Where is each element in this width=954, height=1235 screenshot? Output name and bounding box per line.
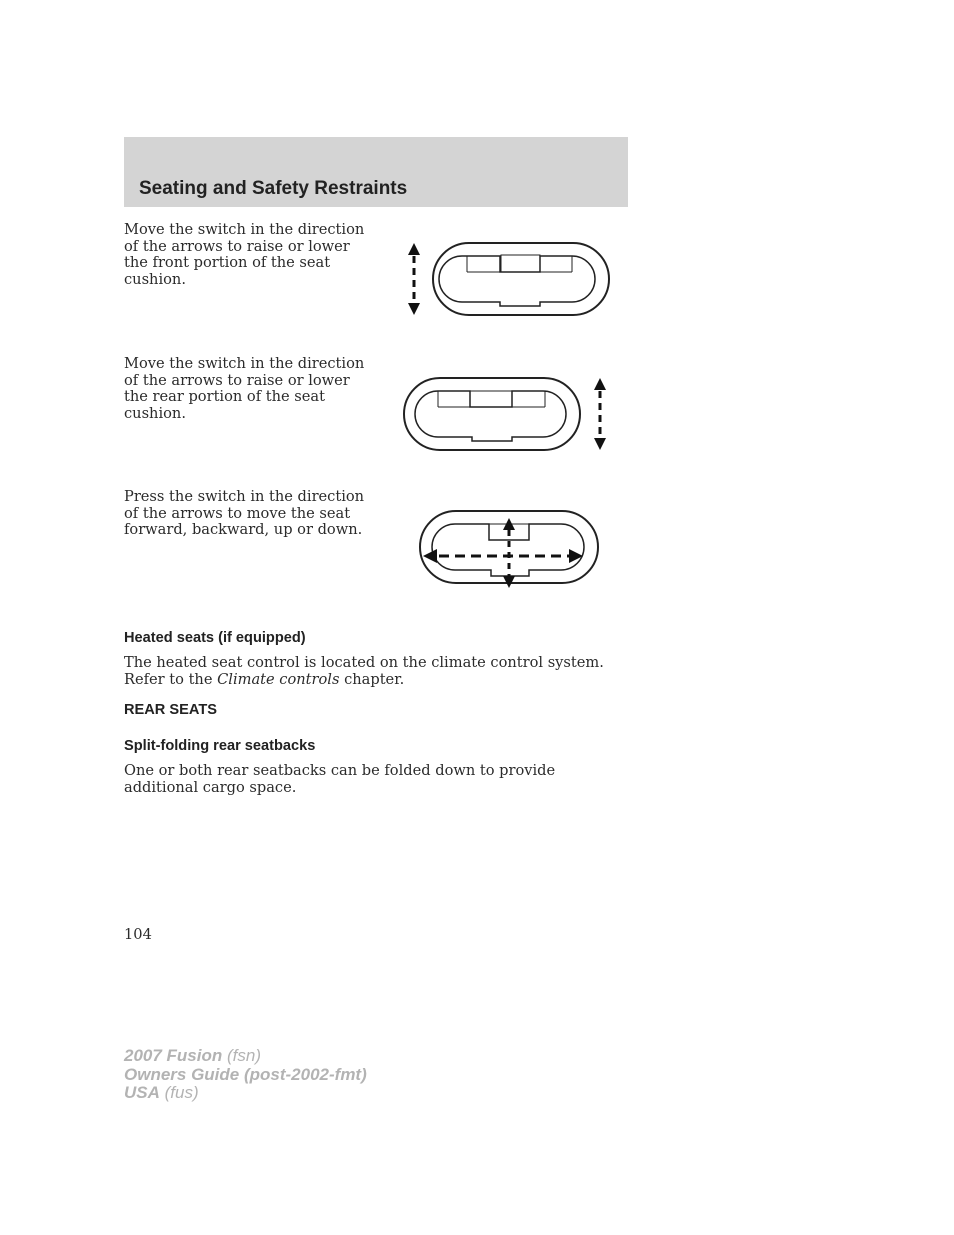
document-footer bbox=[124, 1047, 367, 1103]
up-down-arrow-icon bbox=[594, 378, 606, 450]
heated-seats-heading: Heated seats (if equipped) bbox=[124, 630, 306, 646]
climate-controls-reference: Climate controls bbox=[217, 670, 340, 688]
footer-line bbox=[124, 1084, 367, 1103]
footer-line bbox=[124, 1047, 367, 1066]
footer-model-code: (fsn) bbox=[222, 1046, 261, 1065]
heated-seats-text-part: The heated seat control is located on the climate control system. Refer to the bbox=[124, 654, 604, 688]
footer-model: 2007 Fusion bbox=[124, 1046, 223, 1065]
front-cushion-switch-diagram bbox=[400, 238, 615, 320]
footer-guide: Owners Guide (post-2002-fmt) bbox=[124, 1064, 367, 1084]
seat-move-instruction: Press the switch in the direction of the arrows to move the seat forward, backward, up or down. bbox=[124, 488, 365, 539]
page-number: 104 bbox=[124, 926, 152, 943]
footer-market-code: (fus) bbox=[159, 1083, 199, 1102]
section-title: Seating and Safety Restraints bbox=[139, 178, 408, 199]
seat-switch-icon bbox=[433, 243, 609, 315]
heated-seats-text-part: chapter. bbox=[339, 670, 405, 688]
up-down-arrow-icon bbox=[408, 243, 420, 315]
split-folding-text: One or both rear seatbacks can be folded down to provide additional cargo space. bbox=[124, 762, 556, 796]
footer-line bbox=[124, 1066, 367, 1085]
rear-seats-heading: REAR SEATS bbox=[124, 702, 217, 718]
rear-cushion-instruction: Move the switch in the direction of the arrows to raise or lower the rear portion of the seat cushion. bbox=[124, 355, 365, 422]
front-cushion-instruction: Move the switch in the direction of the arrows to raise or lower the front portion of the seat cushion. bbox=[124, 221, 365, 288]
footer-market: USA bbox=[124, 1083, 160, 1102]
rear-cushion-switch-diagram bbox=[400, 373, 615, 455]
seat-switch-icon bbox=[404, 378, 580, 450]
split-folding-heading: Split-folding rear seatbacks bbox=[124, 738, 316, 754]
heated-seats-text bbox=[124, 655, 619, 688]
seat-move-switch-diagram bbox=[415, 508, 605, 592]
